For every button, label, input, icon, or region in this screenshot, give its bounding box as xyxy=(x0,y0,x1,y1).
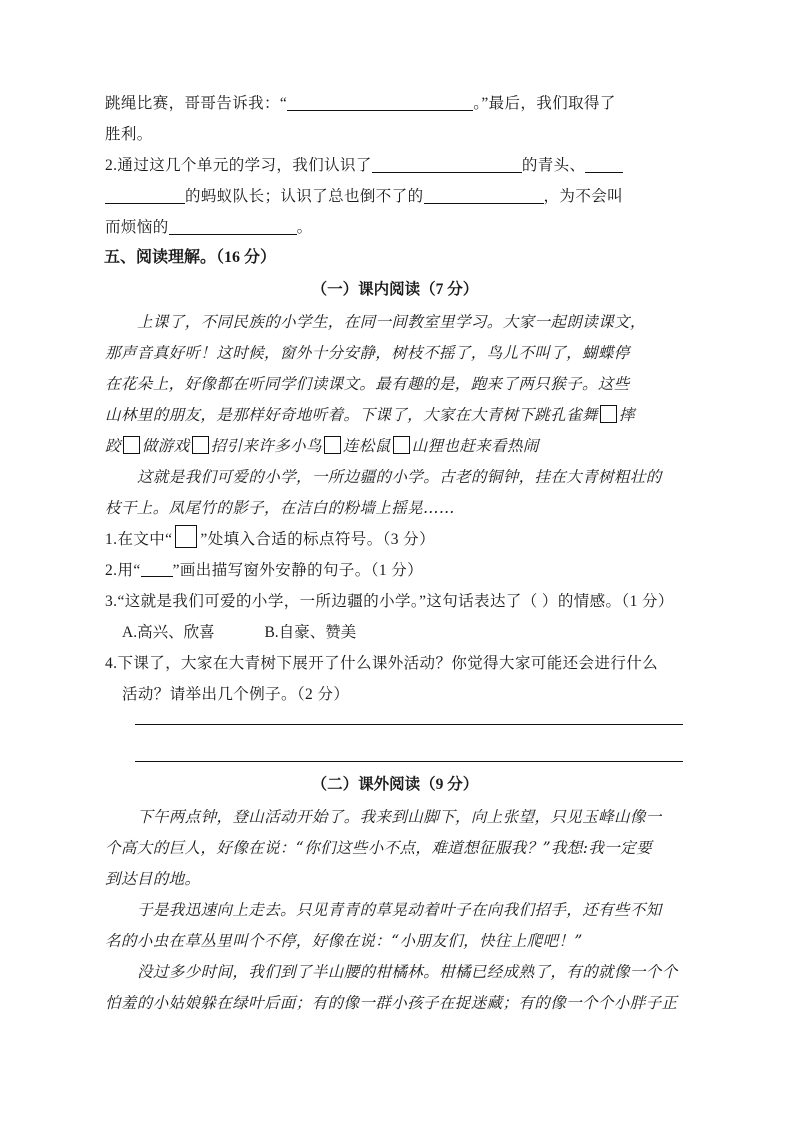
fill-item1-blank[interactable] xyxy=(287,96,473,111)
q3-number: 3. xyxy=(105,593,118,610)
reading-one-paragraph-2 xyxy=(105,462,685,524)
punctuation-box-5[interactable] xyxy=(393,436,410,454)
r2-p1-line1: 下午两点钟，登山活动开始了。我来到山脚下，向上张望，只见玉峰山像一 xyxy=(137,808,662,826)
fill-item2-blank-4[interactable] xyxy=(169,220,297,235)
fill-item2-line3 xyxy=(105,212,685,243)
q2-underline-sample xyxy=(141,564,173,577)
q2-text-a: 用“ xyxy=(117,562,141,579)
reading-one-question-4-line2: 活动？请举出几个例子。（2 分） xyxy=(122,686,350,703)
q4-number: 4. xyxy=(105,655,118,672)
fill-item2-text-a: 2.通过这几个单元的学习，我们认识了 xyxy=(105,157,372,174)
q1-text-a: 在文中“ xyxy=(117,531,173,548)
r1-p1-line4-text-a: 山林里的朋友，是那样好奇地听着。下课了，大家在大青树下跳孔雀舞 xyxy=(105,406,598,424)
r1-p1-line5-text-e: 山狸也赶来看热闹 xyxy=(411,437,539,455)
r2-p3-line1: 没过多少时间，我们到了半山腰的柑橘林。柑橘已经成熟了，有的就像一个个 xyxy=(137,963,678,981)
q3-option-a-label[interactable]: A. xyxy=(122,624,138,641)
answer-rule-1[interactable] xyxy=(135,724,683,725)
q3-option-b-text[interactable]: 自豪、赞美 xyxy=(278,624,357,641)
fill-item2-blank-3[interactable] xyxy=(424,189,544,204)
punctuation-box-4[interactable] xyxy=(324,436,341,454)
punctuation-box-2[interactable] xyxy=(123,436,140,454)
reading-two-heading: （二）课外阅读（9 分） xyxy=(311,776,479,793)
q3-option-a-text[interactable]: 高兴、欣喜 xyxy=(137,624,215,641)
r1-p1-line4-text-b: 摔 xyxy=(618,406,635,424)
fill-item2-text-d: ，为不会叫 xyxy=(543,188,624,205)
reading-two-paragraph-2 xyxy=(105,895,685,957)
fill-item2-text-e: 而烦恼的 xyxy=(105,219,169,236)
r1-p1-line4 xyxy=(105,400,685,431)
reading-one-heading: （一）课内阅读（7 分） xyxy=(311,281,479,298)
fill-item1-continuation: 胜利。 xyxy=(105,126,153,143)
punctuation-box-3[interactable] xyxy=(192,436,209,454)
fill-item2-text-c: 的蚂蚁队长；认识了总也倒不了的 xyxy=(185,188,424,205)
fill-item1-text-before: 跳绳比赛，哥哥告诉我：“ xyxy=(105,95,288,112)
reading-one-question-3-options xyxy=(105,617,685,648)
fill-item2-line2 xyxy=(105,181,685,212)
r1-p2-line1: 这就是我们可爱的小学，一所边疆的小学。古老的铜钟，挂在大青树粗壮的 xyxy=(137,468,662,486)
punctuation-box-1[interactable] xyxy=(600,405,617,423)
q2-text-b: ”画出描写窗外安静的句子。（1 分） xyxy=(172,562,424,579)
section-five-heading: 五、阅读理解。（16 分） xyxy=(104,249,277,266)
fill-item2-line1 xyxy=(105,150,685,181)
r2-p1-line2: 个高大的巨人，好像在说：“你们这些小不点，难道想征服我？”我想:我一定要 xyxy=(105,839,652,857)
r1-p1-line5-text-a: 跤 xyxy=(105,437,121,455)
q1-number: 1. xyxy=(105,531,118,548)
reading-two-paragraph-3 xyxy=(105,957,685,1019)
q1-punctuation-box[interactable] xyxy=(175,525,197,548)
q3-text: “这就是我们可爱的小学，一所边疆的小学。”这句话表达了（ ）的情感。（1 分） xyxy=(117,593,674,610)
reading-one-paragraph-1 xyxy=(105,307,685,462)
reading-one-question-4-answer-area xyxy=(105,724,685,762)
fill-item1-text-after: 。”最后，我们取得了 xyxy=(473,95,616,112)
fill-item2-text-f: 。 xyxy=(296,219,313,236)
r1-p1-line2: 那声音真好听！这时候，窗外十分安静，树枝不摇了，鸟儿不叫了，蝴蝶停 xyxy=(105,344,630,362)
r1-p1-line3: 在花朵上，好像都在听同学们读课文。最有趣的是，跑来了两只猴子。这些 xyxy=(105,375,630,393)
fill-item2-blank-2b[interactable] xyxy=(105,189,185,204)
q3-option-b-label[interactable]: B. xyxy=(264,624,279,641)
q4-text-line1: 下课了，大家在大青树下展开了什么课外活动？你觉得大家可能还会进行什么 xyxy=(117,655,659,672)
r2-p3-line2: 怕羞的小姑娘躲在绿叶后面；有的像一群小孩子在捉迷藏；有的像一个个小胖子正 xyxy=(105,994,678,1012)
reading-one-question-4-line1 xyxy=(105,648,685,679)
page-content xyxy=(105,88,685,1019)
reading-one-question-2 xyxy=(105,555,685,586)
r1-p1-line5-text-d: 连松鼠 xyxy=(342,437,391,455)
r2-p2-line1: 于是我迅速向上走去。只见青青的草晃动着叶子在向我们招手，还有些不知 xyxy=(137,901,662,919)
reading-two-paragraph-1 xyxy=(105,802,685,895)
r2-p1-line3: 到达目的地。 xyxy=(105,870,201,888)
q1-text-b: ”处填入合适的标点符号。（3 分） xyxy=(200,531,435,548)
fill-item2-blank-2a[interactable] xyxy=(585,158,623,173)
r1-p1-line1: 上课了，不同民族的小学生，在同一间教室里学习。大家一起朗读课文， xyxy=(137,313,646,331)
r1-p1-line5-text-c: 招引来许多小鸟 xyxy=(210,437,322,455)
r1-p2-line2: 枝干上。凤尾竹的影子，在洁白的粉墙上摇晃…… xyxy=(105,499,455,517)
reading-one-question-1 xyxy=(105,524,685,555)
fill-item2-blank-1[interactable] xyxy=(372,158,522,173)
r2-p2-line2: 名的小虫在草丛里叫个不停，好像在说：“小朋友们，快往上爬吧！” xyxy=(105,932,583,950)
q2-number: 2. xyxy=(105,562,118,579)
r1-p1-line5-text-b: 做游戏 xyxy=(141,437,190,455)
fill-item1-line1 xyxy=(105,88,685,119)
reading-one-question-3 xyxy=(105,586,685,617)
r1-p1-line5 xyxy=(105,431,685,462)
answer-rule-2[interactable] xyxy=(135,761,683,762)
fill-item1-line2 xyxy=(105,119,685,150)
fill-item2-text-b: 的青头、 xyxy=(521,157,586,174)
